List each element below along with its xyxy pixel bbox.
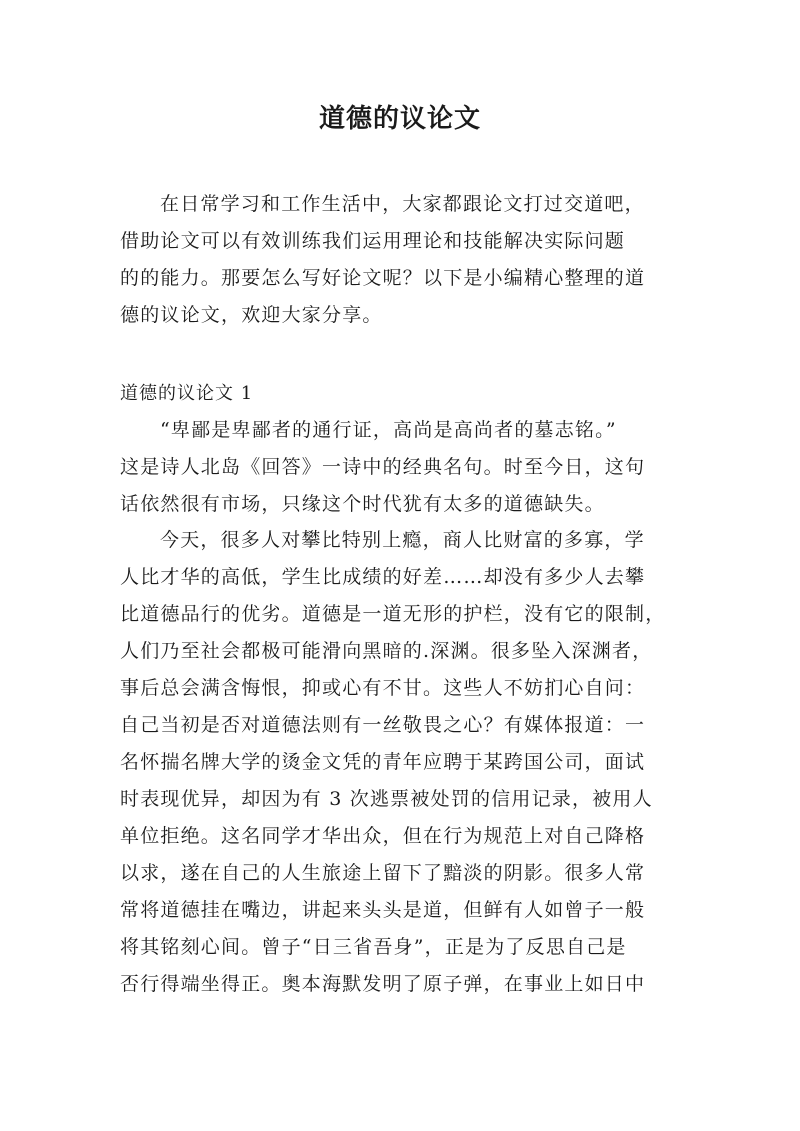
document-title: 道德的议论文 [318, 104, 481, 134]
text-line: 否行得端坐得正。奥本海默发明了原子弹，在事业上如日中 [120, 973, 646, 995]
intro-paragraph [120, 186, 680, 334]
text-line: 德的议论文，欢迎大家分享。 [120, 304, 383, 326]
text-line: 人比才华的高低，学生比成绩的好差……却没有多少人去攀 [120, 566, 646, 588]
text-line: 单位拒绝。这名同学才华出众，但在行为规范上对自己降格 [120, 825, 646, 847]
text-line: 的的能力。那要怎么写好论文呢？以下是小编精心整理的道 [120, 267, 646, 289]
text-line: 这是诗人北岛《回答》一诗中的经典名句。时至今日，这句 [120, 456, 646, 478]
text-line: 以求，遂在自己的人生旅途上留下了黯淡的阴影。很多人常 [120, 862, 646, 884]
text-line: 名怀揣名牌大学的烫金文凭的青年应聘于某跨国公司，面试 [120, 751, 646, 773]
paragraph-quote [120, 412, 680, 523]
text-line: 借助论文可以有效训练我们运用理论和技能解决实际问题 [120, 230, 626, 252]
text-line: 比道德品行的优劣。道德是一道无形的护栏，没有它的限制， [120, 603, 666, 625]
text-line: 今天，很多人对攀比特别上瘾，商人比财富的多寡，学 [160, 529, 645, 551]
text-line: 自己当初是否对道德法则有一丝敬畏之心？有媒体报道：一 [120, 714, 646, 736]
text-line: 在日常学习和工作生活中，大家都跟论文打过交道吧， [160, 193, 645, 215]
paragraph-body [120, 522, 680, 1003]
text-line: 人们乃至社会都极可能滑向黑暗的.深渊。很多坠入深渊者， [120, 640, 653, 662]
text-line: 将其铭刻心间。曾子“日三省吾身”，正是为了反思自己是 [120, 936, 627, 958]
text-line: 事后总会满含悔恨，抑或心有不甘。这些人不妨扪心自问： [120, 677, 646, 699]
text-line: “卑鄙是卑鄙者的通行证，高尚是高尚者的墓志铭。” [160, 419, 617, 441]
section-heading: 道德的议论文 1 [120, 383, 254, 404]
text-line: 常将道德挂在嘴边，讲起来头头是道，但鲜有人如曾子一般 [120, 899, 646, 921]
text-line: 话依然很有市场，只缘这个时代犹有太多的道德缺失。 [120, 493, 605, 515]
text-line: 时表现优异，却因为有 3 次逃票被处罚的信用记录，被用人 [120, 788, 653, 810]
